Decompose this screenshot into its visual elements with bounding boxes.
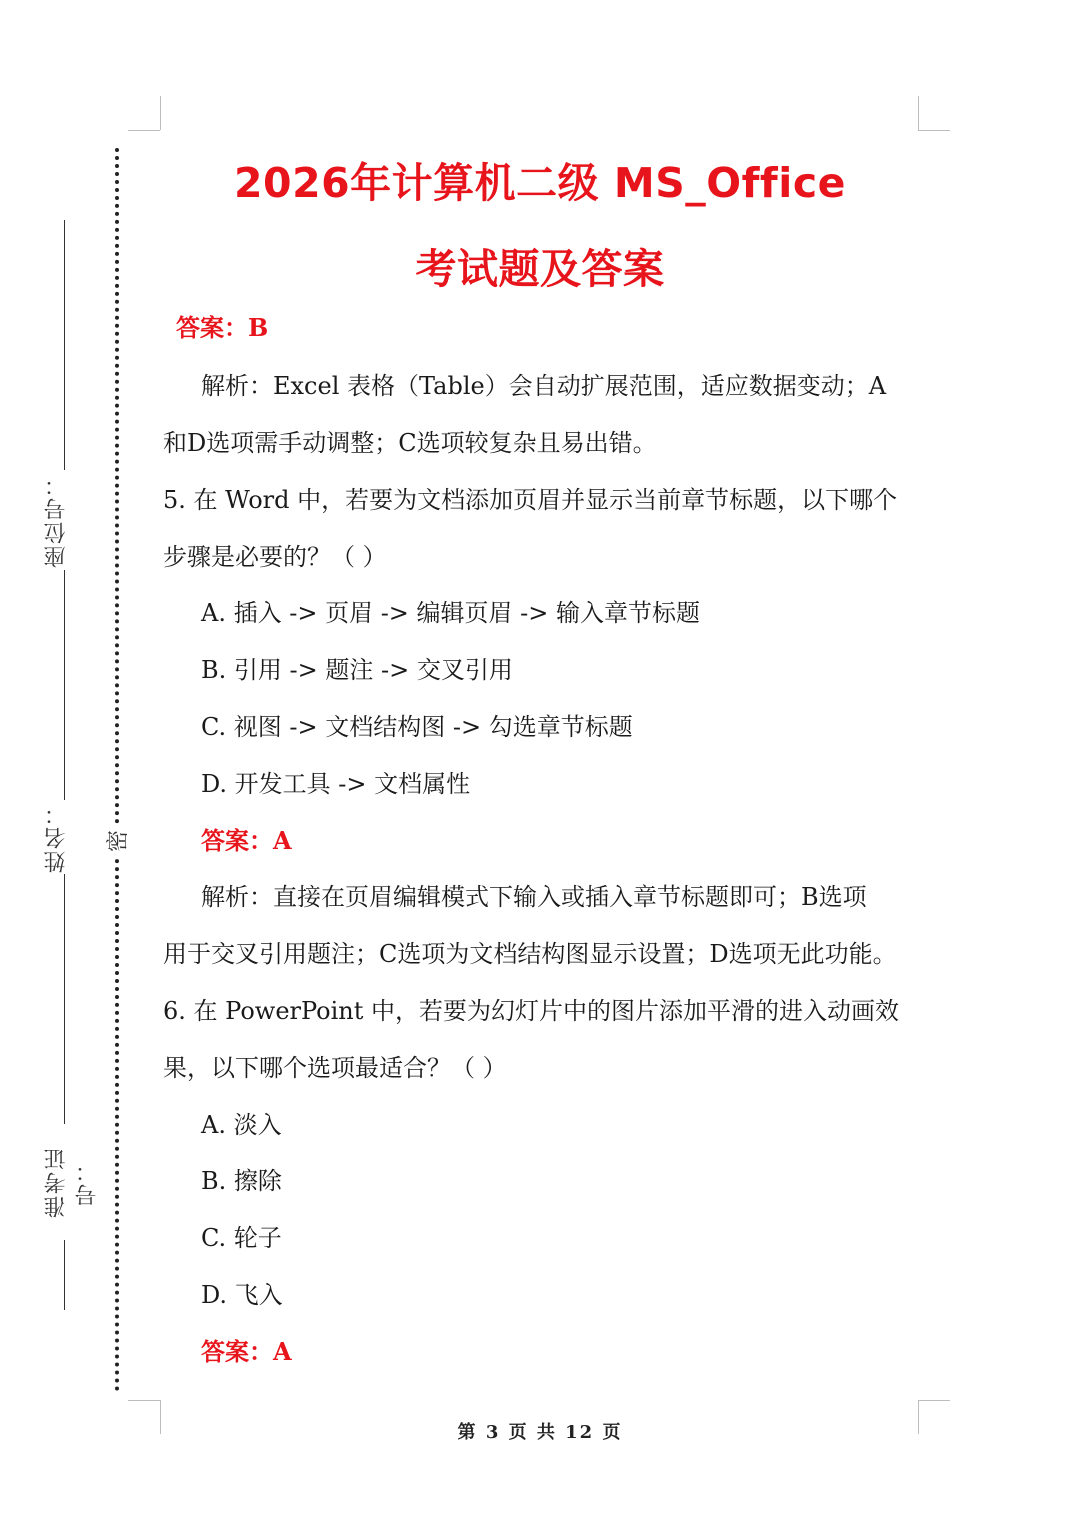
question-stem: 果，以下哪个选项最适合？（ ） <box>163 1054 507 1082</box>
analysis-text: 解析：直接在页眉编辑模式下输入或插入章节标题即可；B选项 <box>201 883 867 911</box>
question-stem: 5. 在 Word 中，若要为文档添加页眉并显示当前章节标题，以下哪个 <box>163 486 898 514</box>
option-a: A. 插入 -> 页眉 -> 编辑页眉 -> 输入章节标题 <box>201 599 701 627</box>
exam-id-line <box>64 1240 65 1310</box>
seal-mark: 密 <box>104 826 134 856</box>
question-stem: 步骤是必要的？（ ） <box>163 543 387 571</box>
crop-mark-bottom-right <box>918 1400 950 1401</box>
crop-mark-top-right <box>918 130 950 131</box>
option-d: D. 飞入 <box>201 1281 283 1309</box>
option-c: C. 轮子 <box>201 1224 282 1252</box>
crop-mark-top-left <box>128 130 160 131</box>
option-c: C. 视图 -> 文档结构图 -> 勾选章节标题 <box>201 713 633 741</box>
answer-text: 答案：B <box>176 313 269 342</box>
seat-number-label: 座位号： <box>41 470 89 570</box>
analysis-text: 用于交叉引用题注；C选项为文档结构图显示设置；D选项无此功能。 <box>163 940 897 968</box>
name-line <box>64 874 65 1124</box>
option-b: B. 擦除 <box>201 1167 282 1195</box>
crop-mark-bottom-left <box>128 1400 160 1401</box>
binding-dotted-line <box>115 148 119 1392</box>
question-stem: 6. 在 PowerPoint 中，若要为幻灯片中的图片添加平滑的进入动画效 <box>163 997 900 1025</box>
answer-text: 答案：A <box>201 826 292 855</box>
crop-mark-top-left <box>160 96 161 130</box>
page-title: 2026年计算机二级 MS_Office <box>234 159 846 207</box>
name-label: 姓名： <box>41 800 89 874</box>
option-b: B. 引用 -> 题注 -> 交叉引用 <box>201 656 513 684</box>
page-number: 第 3 页 共 12 页 <box>457 1422 623 1443</box>
answer-text: 答案：A <box>201 1337 292 1366</box>
option-d: D. 开发工具 -> 文档属性 <box>201 770 471 798</box>
option-a: A. 淡入 <box>201 1111 282 1139</box>
analysis-text: 和D选项需手动调整；C选项较复杂且易出错。 <box>163 429 657 457</box>
crop-mark-top-right <box>918 96 919 130</box>
seat-number-line <box>64 570 65 800</box>
exam-id-label: 准考证号： <box>41 1124 89 1240</box>
analysis-text: 解析：Excel 表格（Table）会自动扩展范围，适应数据变动；A <box>201 372 887 400</box>
page-subtitle: 考试题及答案 <box>415 245 665 293</box>
